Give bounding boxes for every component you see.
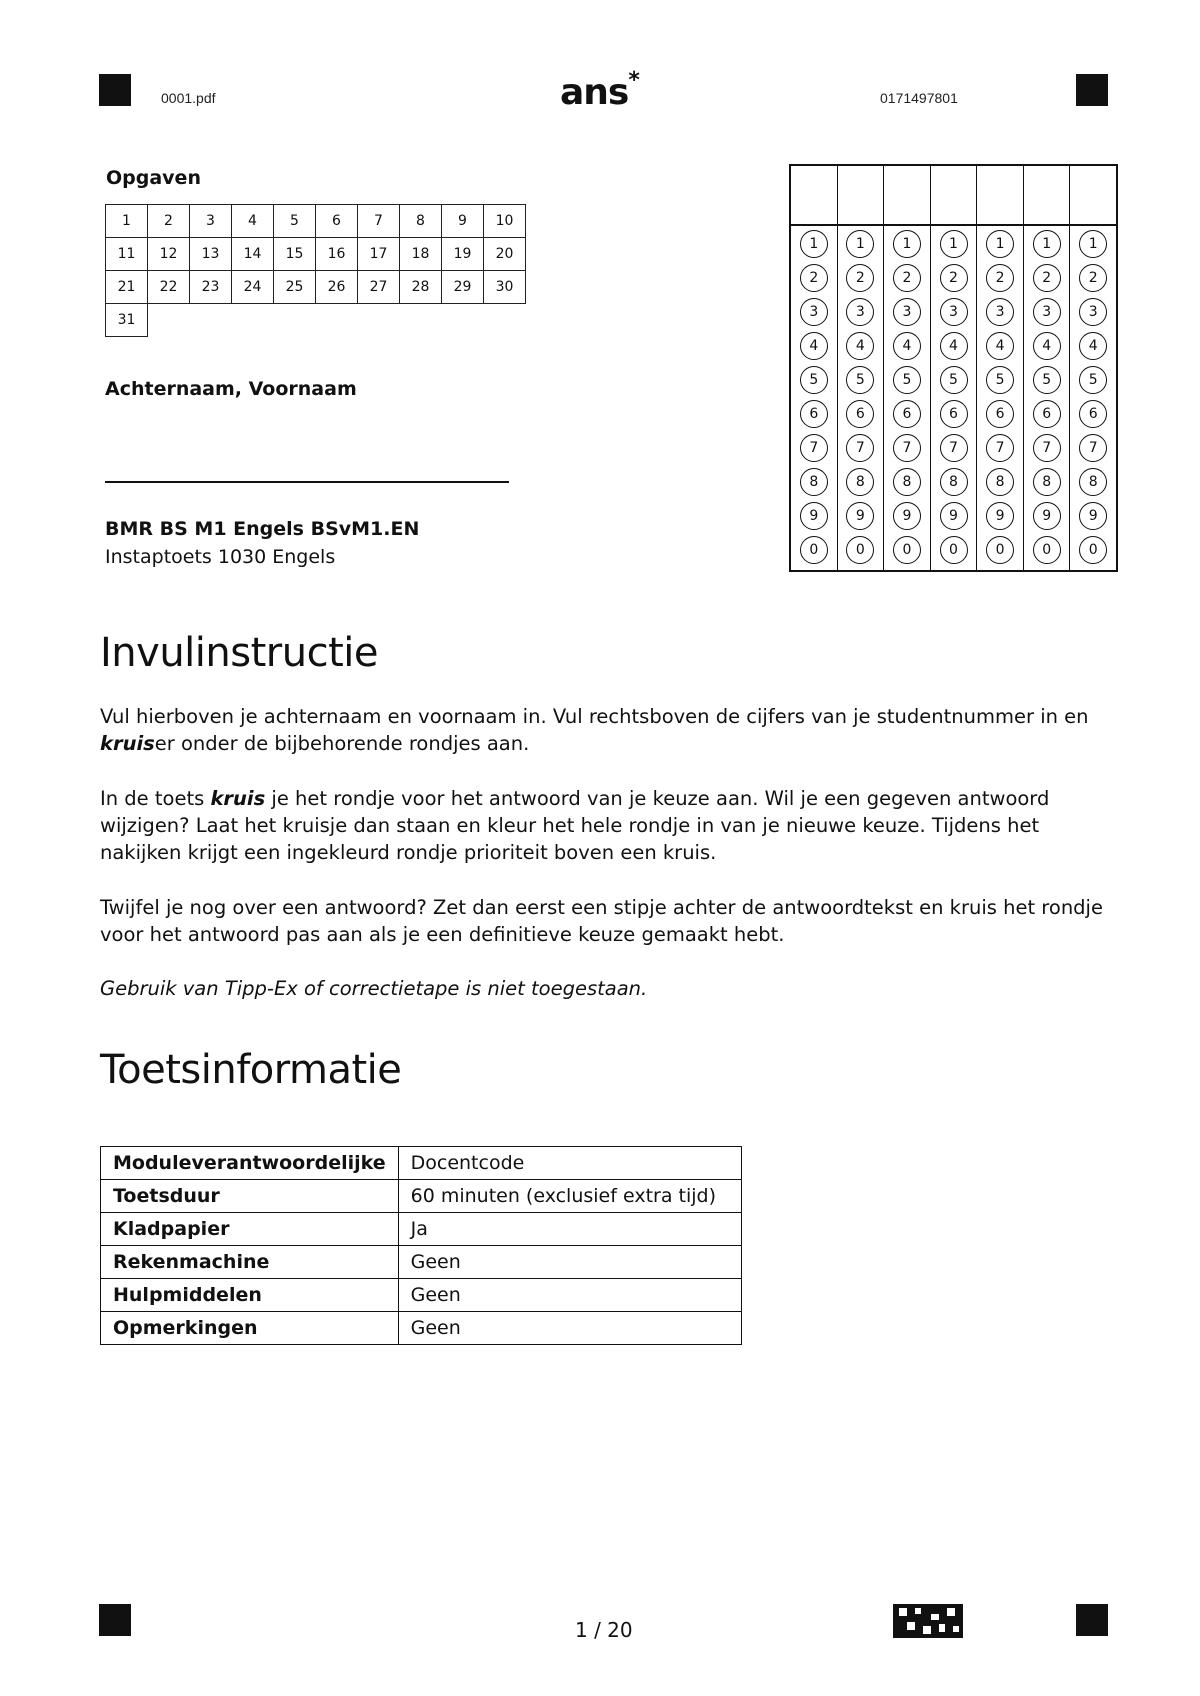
digit-bubble[interactable]: 3 <box>893 298 921 326</box>
digit-bubbles <box>838 226 884 570</box>
digit-bubble[interactable]: 3 <box>986 298 1014 326</box>
registration-marker-bottom-left <box>99 1604 131 1636</box>
question-number-cell: 3 <box>190 205 232 238</box>
digit-bubble[interactable]: 4 <box>846 332 874 360</box>
test-info-value: Geen <box>398 1279 741 1312</box>
instruction-paragraph-4: Gebruik van Tipp-Ex of correctietape is niet toegestaan. <box>100 977 648 1000</box>
digit-bubble[interactable]: 8 <box>893 468 921 496</box>
digit-bubble[interactable]: 2 <box>893 264 921 292</box>
digit-bubble[interactable]: 5 <box>1079 366 1107 394</box>
file-name: 0001.pdf <box>161 90 216 106</box>
question-number-cell: 6 <box>316 205 358 238</box>
course-subtitle: Instaptoets 1030 Engels <box>105 546 336 568</box>
digit-bubble[interactable]: 7 <box>846 434 874 462</box>
digit-write-box[interactable] <box>838 166 884 226</box>
test-info-row <box>101 1147 742 1180</box>
question-number-cell: 2 <box>148 205 190 238</box>
empty-cell <box>190 304 232 337</box>
digit-bubble[interactable]: 2 <box>986 264 1014 292</box>
question-number-cell: 19 <box>442 238 484 271</box>
registration-marker-top-right <box>1076 74 1108 106</box>
digit-bubble[interactable]: 3 <box>1033 298 1061 326</box>
digit-bubble[interactable]: 5 <box>986 366 1014 394</box>
digit-bubble[interactable]: 6 <box>1079 400 1107 428</box>
logo-mark: * <box>628 68 639 93</box>
digit-bubble[interactable]: 4 <box>940 332 968 360</box>
empty-cell <box>148 304 190 337</box>
digit-bubble[interactable]: 4 <box>986 332 1014 360</box>
instruction-text: je het rondje voor het antwoord van je keuze aan. Wil je een gegeven antwoord wijzigen? Laat het kruisje dan staan en kleur het hele rondje in van je nieuwe keuze. Tijdens het nakijken krijgt een ingekleurd rondje prioriteit boven een kruis. <box>100 787 1050 864</box>
student-number-column <box>838 166 885 570</box>
digit-bubble[interactable]: 6 <box>940 400 968 428</box>
digit-bubble[interactable]: 8 <box>1079 468 1107 496</box>
digit-bubble[interactable]: 0 <box>940 536 968 564</box>
question-number-cell: 30 <box>484 271 526 304</box>
question-number-cell: 15 <box>274 238 316 271</box>
digit-bubble[interactable]: 9 <box>986 502 1014 530</box>
empty-cell <box>274 304 316 337</box>
digit-bubble[interactable]: 7 <box>800 434 828 462</box>
instruction-emphasis: kruis <box>100 732 155 755</box>
empty-cell <box>358 304 400 337</box>
question-number-cell: 9 <box>442 205 484 238</box>
opgaven-row <box>106 304 526 337</box>
digit-bubble[interactable]: 1 <box>986 230 1014 258</box>
digit-bubble[interactable]: 2 <box>800 264 828 292</box>
instruction-text: er onder de bijbehorende rondjes aan. <box>154 732 530 755</box>
digit-bubbles <box>884 226 930 570</box>
test-info-key: Toetsduur <box>101 1180 399 1213</box>
student-number-column <box>977 166 1024 570</box>
student-number-column <box>931 166 978 570</box>
digit-bubble[interactable]: 5 <box>940 366 968 394</box>
digit-bubble[interactable]: 8 <box>1033 468 1061 496</box>
instruction-paragraph-2 <box>100 785 1110 866</box>
question-number-cell: 22 <box>148 271 190 304</box>
question-number-cell: 21 <box>106 271 148 304</box>
question-number-cell: 8 <box>400 205 442 238</box>
digit-bubble[interactable]: 9 <box>846 502 874 530</box>
empty-cell <box>316 304 358 337</box>
question-number-cell: 18 <box>400 238 442 271</box>
question-number-cell: 23 <box>190 271 232 304</box>
digit-bubble[interactable]: 5 <box>846 366 874 394</box>
test-info-value: 60 minuten (exclusief extra tijd) <box>398 1180 741 1213</box>
digit-bubbles <box>791 226 837 570</box>
test-info-value: Docentcode <box>398 1147 741 1180</box>
instructions-heading: Invulinstructie <box>100 630 378 676</box>
instruction-paragraph-3: Twijfel je nog over een antwoord? Zet dan eerst een stipje achter de antwoordtekst en kruis het rondje voor het antwoord pas aan als je een definitieve keuze gemaakt hebt. <box>100 896 1103 946</box>
digit-bubble[interactable]: 5 <box>800 366 828 394</box>
question-number-cell: 20 <box>484 238 526 271</box>
test-info-value: Ja <box>398 1213 741 1246</box>
question-number-cell: 4 <box>232 205 274 238</box>
digit-bubble[interactable]: 5 <box>1033 366 1061 394</box>
opgaven-row <box>106 205 526 238</box>
student-number-column <box>1024 166 1071 570</box>
test-info-row <box>101 1213 742 1246</box>
student-number-column <box>884 166 931 570</box>
question-number-cell: 1 <box>106 205 148 238</box>
name-label: Achternaam, Voornaam <box>105 378 357 400</box>
digit-bubble[interactable]: 0 <box>846 536 874 564</box>
student-number-grid <box>789 164 1118 572</box>
test-info-heading: Toetsinformatie <box>100 1047 402 1093</box>
digit-bubble[interactable]: 4 <box>1033 332 1061 360</box>
digit-bubble[interactable]: 4 <box>893 332 921 360</box>
digit-bubbles <box>1024 226 1070 570</box>
test-info-row <box>101 1279 742 1312</box>
opgaven-row <box>106 238 526 271</box>
digit-bubble[interactable]: 4 <box>800 332 828 360</box>
opgaven-row <box>106 271 526 304</box>
instruction-text: Vul hierboven je achternaam en voornaam in. Vul rechtsboven de cijfers van je studentnummer in en <box>100 705 1089 728</box>
instruction-text: In de toets <box>100 787 211 810</box>
digit-bubble[interactable]: 6 <box>846 400 874 428</box>
digit-write-box[interactable] <box>977 166 1023 226</box>
empty-cell <box>442 304 484 337</box>
digit-bubble[interactable]: 3 <box>1079 298 1107 326</box>
test-info-key: Kladpapier <box>101 1213 399 1246</box>
test-info-row <box>101 1312 742 1345</box>
question-number-cell: 10 <box>484 205 526 238</box>
digit-bubble[interactable]: 9 <box>800 502 828 530</box>
test-info-key: Rekenmachine <box>101 1246 399 1279</box>
digit-bubble[interactable]: 6 <box>1033 400 1061 428</box>
ans-logo <box>560 68 639 113</box>
empty-cell <box>232 304 274 337</box>
logo-text: ans <box>560 72 629 113</box>
question-number-cell: 24 <box>232 271 274 304</box>
test-info-table <box>100 1146 742 1345</box>
digit-bubble[interactable]: 1 <box>1033 230 1061 258</box>
digit-bubbles <box>931 226 977 570</box>
digit-write-box[interactable] <box>1024 166 1070 226</box>
registration-marker-bottom-right <box>1076 1604 1108 1636</box>
digit-bubble[interactable]: 7 <box>1033 434 1061 462</box>
test-info-key: Opmerkingen <box>101 1312 399 1345</box>
empty-cell <box>484 304 526 337</box>
digit-bubble[interactable]: 2 <box>1033 264 1061 292</box>
digit-write-box[interactable] <box>791 166 837 226</box>
digit-bubble[interactable]: 6 <box>800 400 828 428</box>
digit-bubble[interactable]: 9 <box>893 502 921 530</box>
question-number-cell: 11 <box>106 238 148 271</box>
digit-bubble[interactable]: 7 <box>940 434 968 462</box>
test-info-key: Moduleverantwoordelijke <box>101 1147 399 1180</box>
test-info-value: Geen <box>398 1246 741 1279</box>
digit-bubble[interactable]: 6 <box>893 400 921 428</box>
digit-bubble[interactable]: 0 <box>800 536 828 564</box>
digit-bubble[interactable]: 9 <box>1033 502 1061 530</box>
course-title: BMR BS M1 Engels BSvM1.EN <box>105 518 420 540</box>
question-number-cell: 27 <box>358 271 400 304</box>
empty-cell <box>400 304 442 337</box>
digit-bubble[interactable]: 6 <box>986 400 1014 428</box>
digit-bubble[interactable]: 8 <box>986 468 1014 496</box>
opgaven-title: Opgaven <box>106 167 201 189</box>
question-number-cell: 28 <box>400 271 442 304</box>
digit-bubble[interactable]: 3 <box>846 298 874 326</box>
page-barcode <box>893 1604 963 1638</box>
digit-bubble[interactable]: 3 <box>800 298 828 326</box>
test-info-row <box>101 1246 742 1279</box>
digit-bubble[interactable]: 1 <box>800 230 828 258</box>
digit-bubble[interactable]: 9 <box>940 502 968 530</box>
digit-bubble[interactable]: 1 <box>846 230 874 258</box>
question-number-cell: 13 <box>190 238 232 271</box>
student-number-column <box>1070 166 1116 570</box>
test-info-value: Geen <box>398 1312 741 1345</box>
page-number: 1 / 20 <box>575 1618 633 1642</box>
digit-bubble[interactable]: 2 <box>1079 264 1107 292</box>
document-id: 0171497801 <box>880 90 958 106</box>
student-number-column <box>791 166 838 570</box>
name-write-line[interactable] <box>105 481 509 483</box>
instruction-paragraph-1 <box>100 703 1110 757</box>
digit-bubbles <box>977 226 1023 570</box>
digit-bubble[interactable]: 7 <box>893 434 921 462</box>
registration-marker-top-left <box>99 74 131 106</box>
digit-bubble[interactable]: 9 <box>1079 502 1107 530</box>
question-number-cell: 31 <box>106 304 148 337</box>
question-number-cell: 17 <box>358 238 400 271</box>
digit-bubble[interactable]: 7 <box>986 434 1014 462</box>
digit-bubble[interactable]: 1 <box>1079 230 1107 258</box>
digit-bubble[interactable]: 1 <box>893 230 921 258</box>
digit-bubble[interactable]: 4 <box>1079 332 1107 360</box>
test-info-key: Hulpmiddelen <box>101 1279 399 1312</box>
digit-bubble[interactable]: 0 <box>1079 536 1107 564</box>
digit-write-box[interactable] <box>1070 166 1116 226</box>
digit-write-box[interactable] <box>931 166 977 226</box>
question-number-cell: 25 <box>274 271 316 304</box>
question-number-cell: 26 <box>316 271 358 304</box>
question-number-cell: 5 <box>274 205 316 238</box>
digit-bubble[interactable]: 1 <box>940 230 968 258</box>
question-number-cell: 16 <box>316 238 358 271</box>
digit-bubble[interactable]: 2 <box>846 264 874 292</box>
digit-bubble[interactable]: 8 <box>940 468 968 496</box>
question-number-cell: 7 <box>358 205 400 238</box>
digit-write-box[interactable] <box>884 166 930 226</box>
digit-bubble[interactable]: 5 <box>893 366 921 394</box>
question-number-cell: 14 <box>232 238 274 271</box>
opgaven-table <box>105 204 526 337</box>
digit-bubble[interactable]: 0 <box>986 536 1014 564</box>
digit-bubble[interactable]: 8 <box>846 468 874 496</box>
digit-bubble[interactable]: 2 <box>940 264 968 292</box>
digit-bubble[interactable]: 8 <box>800 468 828 496</box>
digit-bubble[interactable]: 0 <box>893 536 921 564</box>
digit-bubble[interactable]: 7 <box>1079 434 1107 462</box>
digit-bubble[interactable]: 0 <box>1033 536 1061 564</box>
test-info-row <box>101 1180 742 1213</box>
instruction-emphasis: kruis <box>210 787 266 810</box>
digit-bubbles <box>1070 226 1116 570</box>
digit-bubble[interactable]: 3 <box>940 298 968 326</box>
question-number-cell: 12 <box>148 238 190 271</box>
question-number-cell: 29 <box>442 271 484 304</box>
